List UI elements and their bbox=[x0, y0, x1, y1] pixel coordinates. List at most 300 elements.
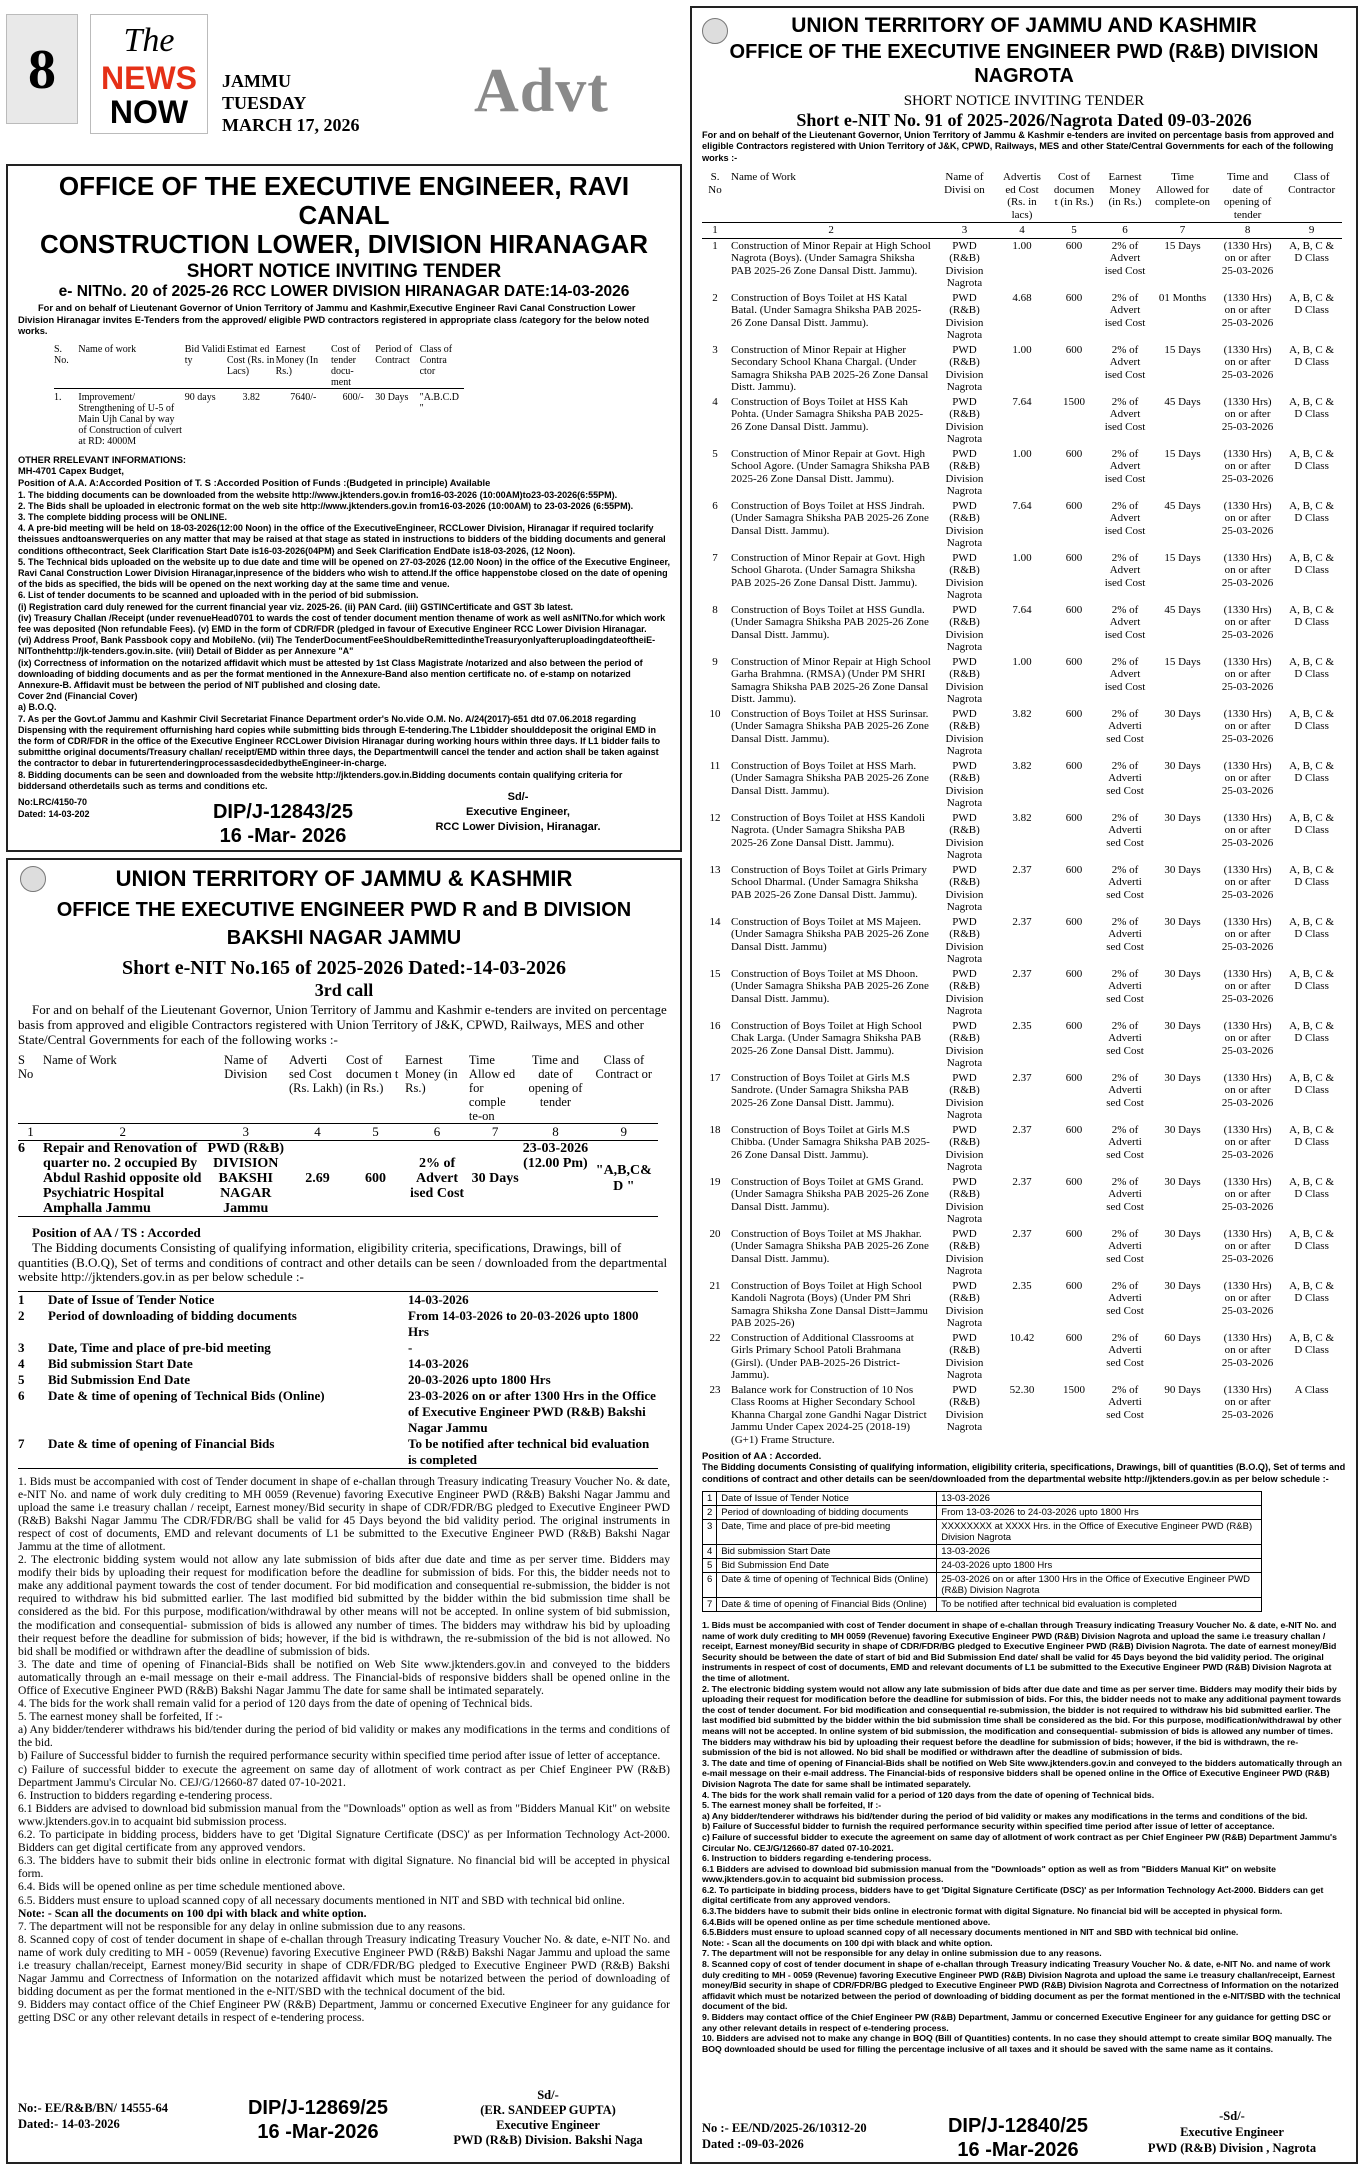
condition-item: 6.5. Bidders must ensure to upload scanned copy of all necessary documents mentioned in NIT and SBD with technical bid online. bbox=[18, 1893, 625, 1907]
table-header: Class of Contractor bbox=[1288, 171, 1336, 196]
table-cell: Construction of Boys Toilet at MS Majeen. (Under Samagra Shiksha PAB 2025-26 Zone Dansal Distt. Jammu) bbox=[731, 915, 929, 953]
table-header: S. No bbox=[708, 171, 722, 196]
schedule-label: Bid submission Start Date bbox=[48, 1355, 193, 1371]
table-cell: 18 bbox=[709, 1123, 721, 1136]
condition-item: (iv) Treasury Challan /Receipt (under revenueHead0701 to wards the cost of tender document mention thename of work as well asNITNo.for which work fee was deposited (Non refundable Fees). (v) EMD in the form of CDR/FDR (pledged in favour of Executive Engineer RCC Lower Division Hiranagar. bbox=[18, 612, 666, 634]
table-cell: A, B, C & D Class bbox=[1289, 447, 1335, 473]
schedule-row bbox=[703, 1598, 1262, 1612]
table-cell: A, B, C & D Class bbox=[1289, 1331, 1335, 1357]
condition-item: 3. The complete bidding process will be ONLINE. bbox=[18, 511, 228, 522]
table-row bbox=[702, 759, 1342, 811]
table-cell: 15 Days bbox=[1164, 343, 1201, 356]
schedule-row bbox=[18, 1308, 658, 1340]
table-cell: 30 Days bbox=[1164, 1019, 1201, 1032]
schedule-row bbox=[18, 1291, 658, 1308]
hiranagar-reference bbox=[18, 796, 90, 820]
table-cell: PWD (R&B) Division Nagrota bbox=[945, 759, 984, 810]
condition-item: (ix) Correctness of information on the notarized affidavit which must be attested by 1st Class Magistrate /notarized and also between the period of downloading of bidding documents and as per the format mentioned in the Annexure-Band also mention certificate no. of e-stamp on notarized Annexure-B. Affidavit must be between the period of NIT published and closing date. bbox=[18, 657, 643, 691]
table-row bbox=[702, 603, 1342, 655]
nagrota-reference bbox=[702, 2120, 867, 2152]
table-cell: 2% of Adverti sed Cost bbox=[1106, 1331, 1144, 1369]
table-cell: 2% of Adverti sed Cost bbox=[1106, 1019, 1144, 1057]
table-cell: 1500 bbox=[1063, 395, 1086, 408]
table-row bbox=[702, 863, 1342, 915]
table-cell: 9 bbox=[712, 655, 718, 668]
table-cell: 4.68 bbox=[1012, 291, 1032, 304]
table-header: Advertis ed Cost (Rs. in lacs) bbox=[1003, 171, 1041, 221]
table-cell: 30 Days bbox=[1164, 759, 1201, 772]
table-cell: 15 Days bbox=[1164, 551, 1201, 564]
table-header: Time and date of opening of tender bbox=[528, 1053, 583, 1109]
government-emblem-icon bbox=[20, 866, 46, 892]
table-row bbox=[702, 343, 1342, 395]
table-cell: 16 bbox=[709, 1019, 721, 1032]
condition-item: b) Failure of Successful bidder to furnish the required performance security within specified time period after issue of letter of acceptance. bbox=[18, 1749, 661, 1763]
condition-item: (i) Registration card duly renewed for the current financial year viz. 2025-26. (ii) PAN Card. (iii) GSTINCertificate and GST 3b latest. bbox=[18, 601, 573, 612]
table-cell: 2% of Advert ised Cost bbox=[1104, 655, 1146, 693]
table-cell: Construction of Boys Toilet at MS Dhoon. (Under Samagra Shiksha PAB 2025-26 Zone Dansal Distt. Jammu). bbox=[731, 967, 929, 1005]
table-header: Period of Contract bbox=[375, 343, 413, 366]
table-cell: 600 bbox=[1065, 603, 1083, 616]
table-cell: PWD (R&B) Division Nagrota bbox=[945, 447, 984, 498]
schedule-number: 4 bbox=[703, 1545, 717, 1559]
table-cell: Construction of Boys Toilet at GMS Grand. (Under Samagra Shiksha PAB 2025-26 Zone Dansal Distt. Jammu). bbox=[731, 1175, 929, 1213]
table-header: Earnest Money (in Rs.) bbox=[1108, 171, 1142, 209]
table-cell: 01 Months bbox=[1158, 291, 1207, 304]
schedule-value: 24-03-2026 upto 1800 Hrs bbox=[937, 1559, 1262, 1573]
schedule-value: To be notified after technical bid evaluation is completed bbox=[408, 1435, 650, 1467]
table-cell: 8 bbox=[552, 1124, 559, 1139]
schedule-value: 20-03-2026 upto 1800 Hrs bbox=[408, 1371, 551, 1387]
schedule-value: 14-03-2026 bbox=[408, 1291, 469, 1307]
nagrota-bidding-docs: The Bidding documents Consisting of qualifying information, eligibility criteria, specifications, Drawings, bill of quantities (B.O.Q), Set of terms and conditions of contract and other details can be seen/downloaded from the departmental website http://jktenders.gov.in as per below schedule :- bbox=[702, 1462, 1346, 1484]
table-cell: Construction of Boys Toilet at Girls M.S Chibba. (Under Samagra Shiksha PAB 2025-26 Zone Dansal Distt. Jammu). bbox=[731, 1123, 930, 1161]
table-cell: 3.82 bbox=[1012, 707, 1032, 720]
table-cell: PWD (R&B) Division Nagrota bbox=[945, 863, 984, 914]
right-column bbox=[690, 0, 1358, 2168]
table-cell: 30 Days bbox=[1164, 1123, 1201, 1136]
schedule-row bbox=[18, 1372, 658, 1388]
condition-item: Cover 2nd (Financial Cover) bbox=[18, 691, 138, 702]
info-line: Position of A.A. A:Accorded Position of T. S :Accorded Position of Funds :(Budgeted in principle) Available bbox=[18, 477, 491, 488]
schedule-number: 5 bbox=[703, 1559, 717, 1573]
table-cell: Construction of Boys Toilet at HSS Marh. (Under Samagra Shiksha PAB 2025-26 Zone Dansal Distt. Jammu). bbox=[731, 759, 929, 797]
table-row bbox=[702, 551, 1342, 603]
hiranagar-nit-number: e- NITNo. 20 of 2025-26 RCC LOWER DIVISION HIRANAGAR DATE:14-03-2026 bbox=[58, 283, 630, 300]
condition-item: 3. The date and time of opening of Financial-Bids shall be notified on Web Site www.jktenders.gov.in and conveyed to the bidders automatically through an e-mail message on their e-mail address. The Financial-bids of responsive bidders shall be opened online in the Office of Executive Engineer PWD (R&B) Division Nagrota The date for same shall be intimated separately. bbox=[702, 1757, 1342, 1789]
bakshi-reference bbox=[18, 2100, 168, 2132]
table-header: Adverti sed Cost (Rs. Lakh) bbox=[289, 1053, 343, 1095]
signatory-office: PWD (R&B) Division , Nagrota bbox=[1147, 2141, 1317, 2155]
table-cell: PWD (R&B) Division Nagrota bbox=[945, 1019, 984, 1070]
table-cell: 30 Days bbox=[1164, 1227, 1201, 1240]
table-row bbox=[702, 1123, 1342, 1175]
table-row bbox=[702, 967, 1342, 1019]
schedule-number: 1 bbox=[18, 1291, 25, 1307]
schedule-number: 4 bbox=[18, 1355, 25, 1371]
table-cell: (1330 Hrs) on or after 25-03-2026 bbox=[1221, 1071, 1274, 1109]
bakshi-call: 3rd call bbox=[314, 980, 374, 1000]
table-cell: 2% of Advert ised Cost bbox=[1104, 447, 1146, 485]
schedule-value: 25-03-2026 on or after 1300 Hrs in the Office of Executive Engineer PWD (R&B) Division Nagrota bbox=[937, 1573, 1262, 1598]
schedule-label: Date & time of opening of Financial Bids bbox=[48, 1435, 275, 1451]
table-cell: 2% of Adverti sed Cost bbox=[1106, 1383, 1144, 1421]
table-cell: 30 Days bbox=[375, 391, 409, 403]
section-label: Advt bbox=[474, 57, 609, 125]
table-header: Earnest Money (In Rs.) bbox=[275, 343, 319, 377]
condition-item: 5. The earnest money shall be forfeited, If :- bbox=[702, 1800, 882, 1811]
schedule-label: Period of downloading of bidding documents bbox=[48, 1307, 297, 1323]
table-cell: (1330 Hrs) on or after 25-03-2026 bbox=[1221, 915, 1274, 953]
table-cell: Construction of Boys Toilet at HSS Kandoli Nagrota. (Under Samagra Shiksha PAB 2025-26 Zone Dansal Distt. Jammu). bbox=[731, 811, 926, 849]
table-cell: PWD (R&B) Division Nagrota bbox=[945, 1071, 984, 1122]
table-header: S No bbox=[18, 1053, 34, 1081]
table-cell: 30 Days bbox=[1164, 707, 1201, 720]
table-cell: PWD (R&B) Division Nagrota bbox=[945, 603, 984, 654]
table-cell: PWD (R&B) Division Nagrota bbox=[945, 967, 984, 1018]
table-cell: 5 bbox=[712, 447, 718, 460]
table-cell: "A.B.C.D " bbox=[419, 391, 459, 414]
nagrota-position: Position of AA : Accorded. bbox=[702, 1451, 822, 1463]
hiranagar-title-1: OFFICE OF THE EXECUTIVE ENGINEER, RAVI CANAL bbox=[58, 171, 630, 230]
table-number-row bbox=[702, 223, 1342, 239]
bakshi-works-table bbox=[18, 1053, 658, 1217]
table-cell: Balance work for Construction of 10 Nos Class Rooms at Higher Secondary School Khanna Chargal zone Gandhi Nagar District Jammu Under Capex 2024-25 (2018-19) (G+1) Frame Structure. bbox=[731, 1383, 927, 1446]
table-cell: Construction of Boys Toilet at HSS Kah Pohta. (Under Samagra Shiksha PAB 2025-26 Zone Dansal Distt. Jammu). bbox=[731, 395, 924, 433]
table-cell: 2% of Advert ised Cost bbox=[410, 1156, 465, 1201]
government-emblem-icon bbox=[702, 18, 728, 44]
table-cell: 11 bbox=[709, 759, 721, 772]
condition-item: 2. The electronic bidding system would not allow any late submission of bids after due date and time as per server time. Bidders may modify their bids by uploading their request for modification before the deadline for submission of bids. For this, the bidder needs not to make any additional payment towards the cost of tender document. For bid modification and consequential re-submission, the bidder is not required to withdraw his bid submitted earlier. The last modified bid submitted by the bidder within the bid submission time shall be considered as the bid. For this purpose, modification/withdrawal by other means will not be accepted. In online system of bid submission, the modification and consequential- submission of bids is allowed any number of times. The bidders may withdraw his bid by uploading their request before the deadline for submission of bids; however, if the bid is withdrawn, the re-submission of the bid is not allowed. No bid shall be modified or withdrawn after the deadline of submission of bids. bbox=[18, 1553, 670, 1658]
nagrota-dip bbox=[928, 2114, 1108, 2162]
table-cell: 600 bbox=[1065, 1019, 1083, 1032]
table-cell: 30 Days bbox=[1164, 1071, 1201, 1084]
table-cell: A, B, C & D Class bbox=[1289, 395, 1335, 421]
table-header: Cost of documen t (in Rs.) bbox=[1053, 171, 1095, 209]
left-column bbox=[6, 0, 682, 2168]
table-row bbox=[702, 915, 1342, 967]
table-cell: 2% of Adverti sed Cost bbox=[1106, 863, 1144, 901]
table-cell: 2% of Advert ised Cost bbox=[1104, 395, 1146, 433]
table-cell: 2% of Adverti sed Cost bbox=[1106, 1279, 1144, 1317]
nagrota-subtitle: SHORT NOTICE INVITING TENDER bbox=[903, 93, 1145, 109]
table-cell: (1330 Hrs) on or after 25-03-2026 bbox=[1221, 811, 1274, 849]
table-cell: (1330 Hrs) on or after 25-03-2026 bbox=[1221, 603, 1274, 641]
ref-number: No:- EE/R&B/BN/ 14555-64 bbox=[18, 2101, 168, 2115]
table-header: Time Allow ed for comple te-on bbox=[468, 1053, 516, 1123]
hiranagar-dip bbox=[198, 800, 368, 848]
table-cell: (1330 Hrs) on or after 25-03-2026 bbox=[1221, 1123, 1274, 1161]
logo-news: NEWS bbox=[101, 60, 197, 96]
table-cell: A, B, C & D Class bbox=[1289, 707, 1335, 733]
table-cell: 600 bbox=[1065, 499, 1083, 512]
bakshi-title-2: OFFICE THE EXECUTIVE ENGINEER PWD R and B DIVISION BAKSHI NAGAR JAMMU bbox=[56, 899, 632, 949]
table-cell: 15 Days bbox=[1164, 447, 1201, 460]
table-cell: A, B, C & D Class bbox=[1289, 1071, 1335, 1097]
masthead bbox=[6, 6, 682, 146]
table-row bbox=[702, 238, 1342, 291]
schedule-number: 5 bbox=[18, 1371, 25, 1387]
table-cell: PWD (R&B) Division Nagrota bbox=[945, 551, 984, 602]
table-cell: (1330 Hrs) on or after 25-03-2026 bbox=[1221, 1175, 1274, 1213]
hiranagar-title-2: CONSTRUCTION LOWER, DIVISION HIRANAGAR bbox=[39, 229, 649, 259]
table-cell: 2% of Adverti sed Cost bbox=[1106, 915, 1144, 953]
table-cell: 2% of Advert ised Cost bbox=[1104, 603, 1146, 641]
page-number: 8 bbox=[6, 14, 78, 124]
table-cell: 5 bbox=[372, 1124, 379, 1139]
nagrota-nit-number: Short e-NIT No. 91 of 2025-2026/Nagrota Dated 09-03-2026 bbox=[796, 110, 1252, 130]
table-cell: A, B, C & D Class bbox=[1289, 551, 1335, 577]
info-title: OTHER RRELEVANT INFORMATIONS: bbox=[18, 454, 187, 465]
nagrota-title-1: UNION TERRITORY OF JAMMU AND KASHMIR bbox=[791, 14, 1257, 37]
bakshi-intro: For and on behalf of the Lieutenant Governor, Union Territory of Jammu and Kashmir e-tenders are invited on percentage basis from approved and eligible Contractors registered with Union Territory of J&K, CPWD, Railways, MES and other State/Central Governments for each of the following works :- bbox=[18, 1002, 667, 1047]
table-cell: 6 bbox=[1122, 224, 1128, 237]
table-cell: 2 bbox=[828, 224, 834, 237]
table-cell: A, B, C & D Class bbox=[1289, 863, 1335, 889]
table-cell: 21 bbox=[709, 1279, 721, 1292]
condition-item: 6. Instruction to bidders regarding e-tendering process. bbox=[702, 1853, 932, 1864]
condition-item: 1. Bids must be accompanied with cost of Tender document in shape of e-challan through Treasury indicating Treasury Voucher No. & date, e-NIT No. and name of work duly crediting to MH 0059 (Revenue) favoring Executive Engineer PWD (R&B) Division Nagrota and upload the same i.e treasury challan / receipt, Earnest money/Bid security in shape of CDR/FDR/BG pledged to Executive Engineer PWD (R&B) Division Nagrota. The date of earnest money/Bid Security should be between the date of start of bid and Bid Submission End date/ shall be valid for 45 Days beyond the bid validity period. The original instruments in respect of cost of documents, EMD and relevant documents of L1 be submitted to the Executive Engineer PWD (R&B) Division Nagrota at the time of allotment. bbox=[702, 1620, 1337, 1683]
bakshi-bidding-docs: The Bidding documents Consisting of qualifying information, eligibility criteria, specifications, Drawings, bill of quantities (B.O.Q), Set of terms and conditions of contract and other details can be seen / downloaded from the departmental website http://jktenders.gov.in as per below schedule :- bbox=[18, 1240, 668, 1284]
table-cell: 600 bbox=[1065, 1175, 1083, 1188]
table-cell: A, B, C & D Class bbox=[1289, 1123, 1335, 1149]
table-cell: 1.00 bbox=[1012, 343, 1032, 356]
condition-item: 2. The Bids shall be uploaded in electronic format on the web site http://www.jktenders.gov.in from16-03-2026 (10:00AM) to 23-03-2026 (6:55PM). bbox=[18, 500, 634, 511]
table-number-row bbox=[18, 1124, 658, 1141]
table-header: Cost of documen t (in Rs.) bbox=[345, 1053, 399, 1095]
table-cell: 600 bbox=[1065, 291, 1083, 304]
table-cell: 2.35 bbox=[1012, 1279, 1032, 1292]
schedule-label: Bid Submission End Date bbox=[48, 1371, 190, 1387]
table-row bbox=[702, 1175, 1342, 1227]
table-cell: (1330 Hrs) on or after 25-03-2026 bbox=[1221, 343, 1274, 381]
table-cell: PWD (R&B) Division Nagrota bbox=[945, 239, 984, 290]
table-header-row bbox=[702, 170, 1342, 223]
schedule-label: Date of Issue of Tender Notice bbox=[48, 1291, 215, 1307]
table-cell: Construction of Minor Repair at Govt. High School Agore. (Under Samagra Shiksha PAB 2025-26 Zone Dansal Distt. Jammu). bbox=[731, 447, 930, 485]
condition-item: 7. The department will not be responsible for any delay in online submission due to any reasons. bbox=[702, 1948, 1102, 1959]
condition-item: 6.1 Bidders are advised to download bid submission manual from the "Downloads" option as well as from "Bidders Manual Kit" on website www.jktenders.gov.in to acquaint bid submission process. bbox=[702, 1863, 1277, 1885]
table-cell: PWD (R&B) DIVISION BAKSHI NAGAR Jammu bbox=[207, 1141, 285, 1216]
table-header: Name of Work bbox=[731, 171, 796, 184]
schedule-label: Date & time of opening of Technical Bids (Online) bbox=[48, 1387, 325, 1403]
condition-item: 4. A pre-bid meeting will be held on 18-03-2026(12:00 Noon) in the office of the ExecutiveEngineer, RCCLower Division, Hiranagar if required toclarify theissues andtoanswerqueries on any matter that may be raised at that stage as stated in instructions to bidders of the bidding documents and general conditions ofthecontract, Seek Clarification Start Date is16-03-2026(04PM) and Seek Clarification EndDate is18-03-2026, (12 Noon). bbox=[18, 523, 666, 556]
condition-item: a) B.O.Q. bbox=[18, 702, 57, 713]
table-cell: 90 Days bbox=[1164, 1383, 1201, 1396]
condition-item: c) Failure of successful bidder to execute the agreement on same day of allotment of work contract as per Chief Engineer PW (R&B) Department Jammu's Circular No. CEJ/G/12660-87 dated 07-10-2021. bbox=[702, 1831, 1337, 1853]
table-cell: (1330 Hrs) on or after 25-03-2026 bbox=[1221, 759, 1274, 797]
table-row bbox=[702, 1331, 1342, 1383]
table-cell: (1330 Hrs) on or after 25-03-2026 bbox=[1221, 551, 1274, 589]
table-cell: 2% of Adverti sed Cost bbox=[1106, 811, 1144, 849]
bakshi-dip bbox=[228, 2096, 408, 2144]
table-cell: A, B, C & D Class bbox=[1289, 967, 1335, 993]
table-cell: 600 bbox=[1065, 447, 1083, 460]
table-cell: 1500 bbox=[1063, 1383, 1086, 1396]
table-header: Class of Contra ctor bbox=[419, 343, 453, 377]
schedule-label: Bid Submission End Date bbox=[717, 1559, 937, 1573]
table-cell: 6 bbox=[712, 499, 718, 512]
table-cell: 15 bbox=[709, 967, 721, 980]
table-row bbox=[702, 1383, 1342, 1448]
table-cell: 600 bbox=[1065, 551, 1083, 564]
condition-item: 9. Bidders may contact office of the Chief Engineer PW (R&B) Department, Jammu or concerned Executive Engineer for any guidance for getting DSC or any other relevant details in respect of e-tendering process. bbox=[18, 1998, 670, 2025]
table-cell: A, B, C & D Class bbox=[1289, 811, 1335, 837]
table-cell: 2 bbox=[712, 291, 718, 304]
table-row bbox=[702, 1279, 1342, 1331]
table-cell: 7 bbox=[1179, 224, 1186, 237]
signature-sd: Sd/- bbox=[507, 791, 529, 803]
table-cell: 600 bbox=[1065, 759, 1083, 772]
table-header-row bbox=[54, 344, 464, 389]
table-cell: A, B, C & D Class bbox=[1289, 499, 1335, 525]
condition-item: a) Any bidder/tenderer withdraws his bid/tender during the period of bid validity or makes any modifications in the terms and conditions of the bid. bbox=[702, 1810, 1308, 1821]
condition-item: 2. The electronic bidding system would not allow any late submission of bids after due date and time as per server time. Bidders may modify their bids by uploading their request for modification before the deadline for submission of bids. For this, the bidder needs not to make any additional payment towards the cost of tender document. For bid modification and consequential re-submission, the bidder is not required to withdraw his bid submitted earlier. The last modified bid submitted by the bidder within the bid submission time shall be considered as the bid. For this purpose, modification/withdrawal by other means will not be accepted. In online system of bid submission, the modification and consequential- submission of bids is allowed any number of times. The bidders may withdraw his bid by uploading their request before the deadline for submission of bids; however, if the bid is withdrawn, the re-submission of the bid is not allowed. No bid shall be modified or withdrawn after the deadline of submission of bids. bbox=[702, 1683, 1342, 1758]
condition-item: 6.2. To participate in bidding process, bidders have to get 'Digital Signature Certificate (DSC)' as per Information Technology Act-2000. Bidders can get digital certificate from any approved vendors. bbox=[18, 1828, 670, 1855]
condition-item: 5. The earnest money shall be forfeited, If :- bbox=[18, 1710, 223, 1724]
table-header: Time Allowed for complete-on bbox=[1155, 171, 1210, 209]
schedule-row bbox=[18, 1436, 658, 1469]
table-cell: A, B, C & D Class bbox=[1289, 603, 1335, 629]
condition-item: 6. Instruction to bidders regarding e-tendering process. bbox=[18, 1788, 273, 1802]
table-cell: 1 bbox=[712, 239, 718, 252]
table-cell: (1330 Hrs) on or after 25-03-2026 bbox=[1221, 499, 1274, 537]
table-row bbox=[702, 447, 1342, 499]
table-cell: A, B, C & D Class bbox=[1289, 1227, 1335, 1253]
schedule-value: To be notified after technical bid evaluation is completed bbox=[937, 1598, 1262, 1612]
table-cell: 2.37 bbox=[1012, 1175, 1032, 1188]
schedule-row bbox=[703, 1506, 1262, 1520]
table-cell: 30 Days bbox=[1164, 1175, 1201, 1188]
schedule-label: Date & time of opening of Financial Bids (Online) bbox=[717, 1598, 937, 1612]
table-cell: 2% of Adverti sed Cost bbox=[1106, 707, 1144, 745]
table-cell: 22 bbox=[709, 1331, 721, 1344]
table-cell: 2.37 bbox=[1012, 1227, 1032, 1240]
schedule-value: 13-03-2026 bbox=[937, 1492, 1262, 1506]
table-cell: 4 bbox=[712, 395, 718, 408]
table-cell: Construction of Boys Toilet at HSS Surinsar. (Under Samagra Shiksha PAB 2025-26 Zone Dansal Distt. Jammu). bbox=[731, 707, 929, 745]
table-cell: 10.42 bbox=[1009, 1331, 1035, 1344]
table-header: Name of work bbox=[78, 343, 137, 355]
schedule-label: Date, Time and place of pre-bid meeting bbox=[717, 1520, 937, 1545]
table-cell: 8 bbox=[712, 603, 718, 616]
nagrota-schedule-table bbox=[702, 1491, 1262, 1612]
table-cell: 30 Days bbox=[1164, 967, 1201, 980]
signatory-title: Executive Engineer, bbox=[466, 806, 570, 818]
hiranagar-conditions bbox=[18, 490, 670, 792]
table-header: Name of Divisi on bbox=[944, 171, 985, 196]
table-cell: 600 bbox=[1065, 707, 1083, 720]
hiranagar-tender-notice bbox=[6, 164, 682, 852]
table-cell: Construction of Boys Toilet at High School Kandoli Nagrota (Boys) (Under PM Shri Samagra Shiksha Zone Dansal Distt=Jammu PAB 2025-26) bbox=[731, 1279, 928, 1330]
table-cell: 600 bbox=[1065, 1227, 1083, 1240]
signature-sd: -Sd/- bbox=[1219, 2109, 1245, 2123]
schedule-label: Date of Issue of Tender Notice bbox=[717, 1492, 937, 1506]
dateline bbox=[222, 70, 360, 136]
schedule-value: XXXXXXXX at XXXX Hrs. in the Office of Executive Engineer PWD (R&B) Division Nagrota bbox=[937, 1520, 1262, 1545]
dip-number: DIP/J-12840/25 bbox=[947, 2115, 1089, 2137]
dip-date: 16 -Mar-2026 bbox=[957, 2139, 1079, 2161]
table-cell: PWD (R&B) Division Nagrota bbox=[945, 1123, 984, 1174]
table-cell: 600 bbox=[1065, 1123, 1083, 1136]
schedule-row bbox=[18, 1388, 658, 1436]
condition-item: 7. The department will not be responsible for any delay in online submission due to any reasons. bbox=[18, 1919, 466, 1933]
schedule-number: 6 bbox=[18, 1387, 25, 1403]
table-cell: 5 bbox=[1071, 224, 1077, 237]
dip-number: DIP/J-12869/25 bbox=[247, 2097, 389, 2119]
table-row bbox=[702, 655, 1342, 707]
table-cell: "A,B,C& D " bbox=[595, 1162, 652, 1194]
table-cell: 600/- bbox=[342, 391, 364, 403]
nagrota-tender-notice bbox=[690, 6, 1358, 2164]
table-cell: 2% of Adverti sed Cost bbox=[1106, 1227, 1144, 1265]
hiranagar-subtitle: SHORT NOTICE INVITING TENDER bbox=[186, 261, 502, 282]
table-cell: PWD (R&B) Division Nagrota bbox=[945, 1279, 984, 1330]
ref-number: No:LRC/4150-70 bbox=[18, 797, 88, 807]
ref-number: No :- EE/ND/2025-26/10312-20 bbox=[702, 2121, 867, 2135]
signature-sd: Sd/- bbox=[537, 2088, 559, 2102]
bakshi-schedule-table bbox=[18, 1291, 658, 1469]
table-cell: Construction of Boys Toilet at High School Chak Larga. (Under Samagra Shiksha PAB 2025-26 Zone Dansal Distt. Jammu). bbox=[731, 1019, 922, 1057]
table-cell: 2% of Adverti sed Cost bbox=[1106, 1175, 1144, 1213]
condition-item: 9. Bidders may contact office of the Chief Engineer PW (R&B) Department, Jammu or concerned Executive Engineer for any guidance for getting DSC or any other relevant details in respect of e-tendering process. bbox=[702, 2012, 1331, 2033]
table-cell: PWD (R&B) Division Nagrota bbox=[945, 655, 984, 706]
table-cell: 6 bbox=[18, 1141, 25, 1156]
table-cell: Construction of Boys Toilet at HSS Jindrah. (Under Samagra Shiksha PAB 2025-26 Zone Dansal Distt. Jammu). bbox=[731, 499, 929, 537]
table-cell: 7640/- bbox=[290, 391, 317, 403]
table-cell: 600 bbox=[1065, 811, 1083, 824]
condition-item: 6. List of tender documents to be scanned and uploaded with in the period of bid submission. bbox=[18, 590, 419, 601]
table-header: Bid Validi ty bbox=[184, 343, 226, 366]
schedule-row bbox=[18, 1356, 658, 1372]
table-cell: 2.37 bbox=[1012, 1123, 1032, 1136]
table-cell: 7.64 bbox=[1012, 603, 1032, 616]
table-cell: 3.82 bbox=[1012, 811, 1032, 824]
table-cell: 6 bbox=[433, 1124, 441, 1139]
condition-item: 6.2. To participate in bidding process, bidders have to get 'Digital Signature Certificate (DSC)' as per Information Technology Act-2000. Bidders can get digital certificate from any approved vendors. bbox=[702, 1884, 1324, 1906]
info-line: MH-4701 Capex Budget, bbox=[18, 466, 124, 477]
table-cell: A, B, C & D Class bbox=[1289, 1279, 1335, 1305]
table-cell: A, B, C & D Class bbox=[1289, 343, 1335, 369]
table-row bbox=[702, 1227, 1342, 1279]
logo-the: The bbox=[123, 22, 175, 59]
condition-item: 6.3. The bidders have to submit their bids online in electronic format with digital Signature. No financial bid will be accepted in physical form. bbox=[18, 1854, 670, 1881]
table-cell: 9 bbox=[620, 1124, 628, 1139]
condition-item: 4. The bids for the work shall remain valid for a period of 120 days from the date of opening of Technical bids. bbox=[702, 1789, 1155, 1800]
table-cell: 3 bbox=[961, 224, 968, 237]
table-cell: PWD (R&B) Division Nagrota bbox=[945, 1227, 984, 1278]
table-cell: 30 Days bbox=[1164, 1279, 1201, 1292]
table-cell: 10 bbox=[709, 707, 721, 720]
schedule-number: 7 bbox=[703, 1598, 717, 1612]
table-cell: 2.37 bbox=[1012, 1071, 1032, 1084]
table-cell: 2.69 bbox=[305, 1170, 330, 1186]
schedule-label: Period of downloading of bidding documents bbox=[717, 1506, 937, 1520]
schedule-value: 23-03-2026 on or after 1300 Hrs in the Office of Executive Engineer PWD (R&B) Bakshi Nagar Jammu bbox=[408, 1387, 656, 1435]
table-header: S. No. bbox=[54, 343, 69, 366]
condition-item: 6.3.The bidders have to submit their bids online in electronic format with digital Signature. No financial bid will be accepted in physical form. bbox=[702, 1906, 1283, 1917]
schedule-value: 13-03-2026 bbox=[937, 1545, 1262, 1559]
table-cell: Construction of Boys Toilet at HSS Gundla. (Under Samagra Shiksha PAB 2025-26 Zone Dansal Distt. Jammu). bbox=[731, 603, 929, 641]
table-cell: 14 bbox=[709, 915, 721, 928]
table-cell: 2% of Advert ised Cost bbox=[1104, 499, 1146, 537]
nagrota-signature bbox=[1122, 2108, 1342, 2156]
table-row bbox=[702, 1019, 1342, 1071]
newspaper-logo bbox=[90, 14, 208, 134]
schedule-row bbox=[703, 1545, 1262, 1559]
condition-item: 6.4.Bids will be opened online as per time schedule mentioned above. bbox=[702, 1916, 991, 1927]
table-cell: Construction of Boys Toilet at HS Katal Batal. (Under Samagra Shiksha PAB 2025-26 Zone Dansal Distt. Jammu). bbox=[731, 291, 922, 329]
